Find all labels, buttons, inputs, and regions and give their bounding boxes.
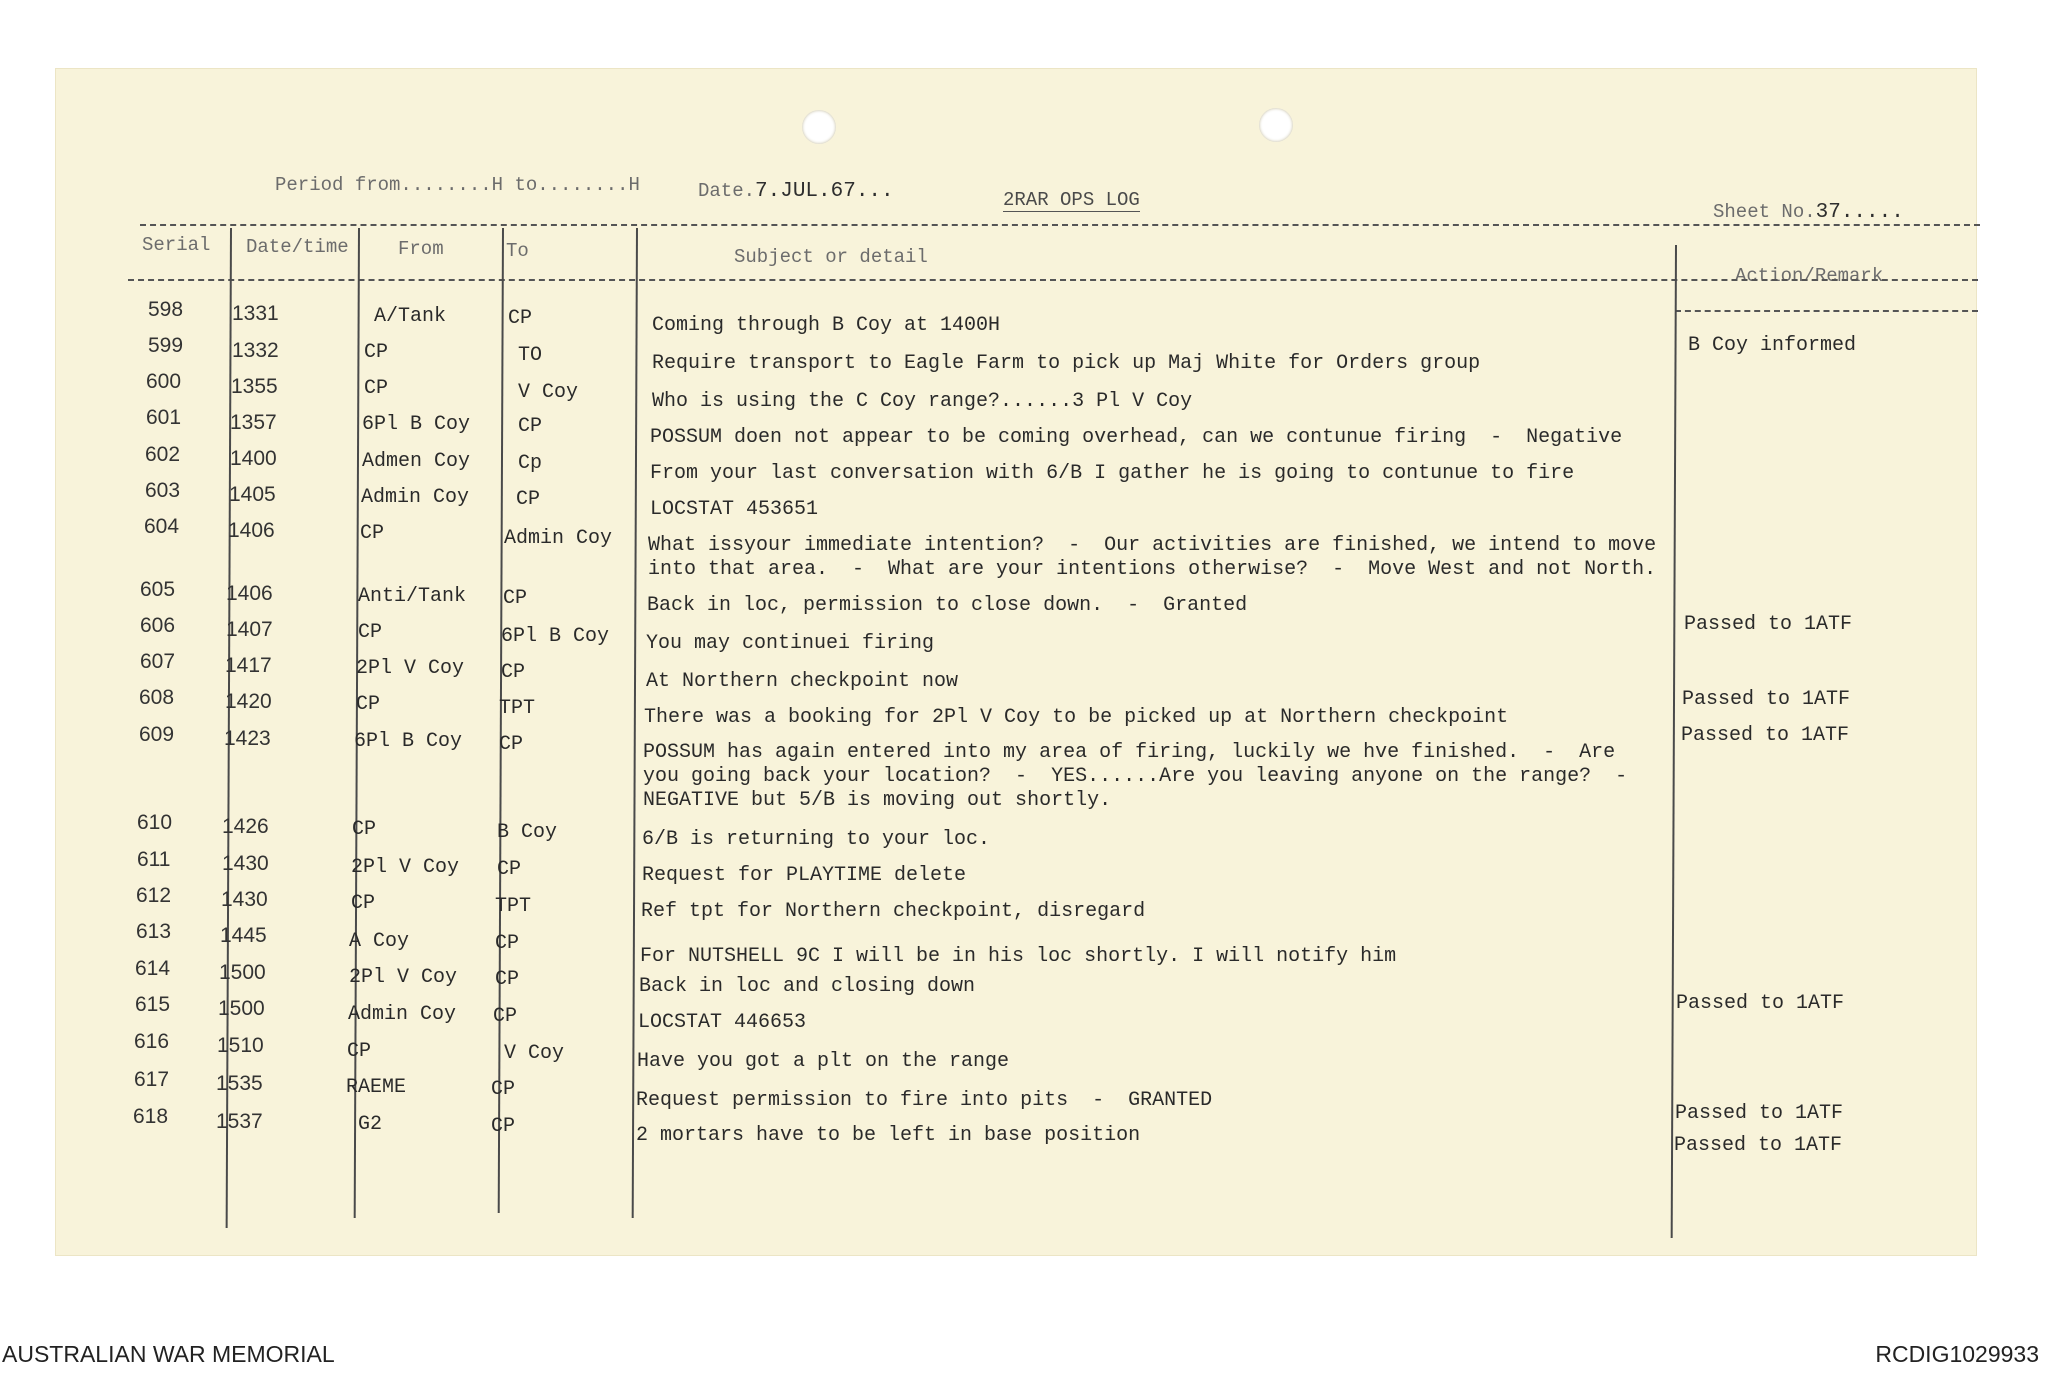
sheet-label: Sheet No. xyxy=(1713,201,1816,223)
row-to: B Coy xyxy=(497,821,558,844)
row-time: 1430 xyxy=(222,852,269,875)
row-to: CP xyxy=(503,587,528,610)
row-subject: Back in loc, permission to close down. - Granted xyxy=(647,594,1248,617)
row-time: 1537 xyxy=(216,1110,263,1133)
punch-hole-right xyxy=(1259,108,1293,142)
row-to: CP xyxy=(501,661,526,684)
row-from: 6Pl B Coy xyxy=(362,413,471,436)
row-to: TO xyxy=(518,344,543,367)
row-from: A/Tank xyxy=(374,305,447,328)
row-serial: 603 xyxy=(145,479,181,502)
row-time: 1430 xyxy=(221,888,268,911)
row-from: 2Pl V Coy xyxy=(356,657,465,680)
row-time: 1355 xyxy=(231,375,278,398)
row-time: 1407 xyxy=(226,618,273,641)
row-remark: Passed to 1ATF xyxy=(1681,724,1850,747)
row-from: CP xyxy=(360,522,385,545)
col-header-datetime: Date/time xyxy=(246,236,349,258)
row-serial: 606 xyxy=(140,614,176,637)
row-from: G2 xyxy=(358,1113,383,1136)
row-serial: 610 xyxy=(137,811,173,834)
row-time: 1423 xyxy=(224,727,271,750)
date-value: 7.JUL.67... xyxy=(755,180,894,203)
row-subject: There was a booking for 2Pl V Coy to be picked up at Northern checkpoint xyxy=(644,706,1509,729)
row-time: 1510 xyxy=(217,1034,264,1057)
row-serial: 599 xyxy=(148,334,184,357)
row-time: 1445 xyxy=(220,924,267,947)
col-header-remark: Action/Remark xyxy=(1735,265,1884,287)
row-serial: 615 xyxy=(135,993,171,1016)
row-to: TPT xyxy=(495,895,532,918)
header-top-rule xyxy=(140,224,1980,226)
row-to: CP xyxy=(495,968,520,991)
row-serial: 613 xyxy=(136,920,172,943)
footer-credit: AUSTRALIAN WAR MEMORIAL xyxy=(2,1341,335,1367)
row-serial: 608 xyxy=(139,686,175,709)
row-subject: Coming through B Coy at 1400H xyxy=(652,314,1001,337)
row-serial: 600 xyxy=(146,370,182,393)
row-subject: Request permission to fire into pits - GRANTED xyxy=(636,1089,1213,1112)
row-subject: At Northern checkpoint now xyxy=(646,670,959,693)
row-time: 1357 xyxy=(230,411,277,434)
row-serial: 601 xyxy=(146,406,182,429)
row-from: 2Pl V Coy xyxy=(349,966,458,989)
row-time: 1406 xyxy=(228,519,275,542)
col-header-from: From xyxy=(398,238,444,260)
row-to: CP xyxy=(518,415,543,438)
row-time: 1331 xyxy=(232,302,279,325)
row-serial: 611 xyxy=(137,848,171,871)
row-to: V Coy xyxy=(518,381,579,404)
row-to: CP xyxy=(495,932,520,955)
row-from: CP xyxy=(347,1040,372,1063)
row-time: 1400 xyxy=(230,447,277,470)
row-remark: Passed to 1ATF xyxy=(1676,992,1845,1015)
sheet-number xyxy=(1713,201,1904,224)
row-to: CP xyxy=(491,1115,516,1138)
row-from: A Coy xyxy=(349,930,410,953)
row-from: Admin Coy xyxy=(348,1003,457,1026)
row-subject: Require transport to Eagle Farm to pick up Maj White for Orders group xyxy=(652,352,1481,375)
row-time: 1500 xyxy=(219,961,266,984)
row-serial: 607 xyxy=(140,650,176,673)
remark-header-rule xyxy=(1675,310,1978,312)
period-field: Period from........H to........H xyxy=(275,174,640,196)
row-subject: LOCSTAT 453651 xyxy=(650,498,819,521)
row-to: TPT xyxy=(499,697,536,720)
row-from: 2Pl V Coy xyxy=(351,856,460,879)
row-serial: 616 xyxy=(134,1030,170,1053)
row-time: 1426 xyxy=(222,815,269,838)
row-subject: Who is using the C Coy range?......3 Pl V Coy xyxy=(652,390,1193,413)
row-from: Admin Coy xyxy=(361,486,470,509)
row-serial: 609 xyxy=(139,723,175,746)
row-remark: Passed to 1ATF xyxy=(1684,613,1853,636)
row-subject: You may continuei firing xyxy=(646,632,935,655)
extra-remark: Passed to 1ATF xyxy=(1674,1134,1843,1157)
col-header-serial: Serial xyxy=(142,234,211,256)
row-serial: 618 xyxy=(133,1105,169,1128)
row-to: CP xyxy=(497,858,522,881)
row-from: CP xyxy=(356,693,381,716)
row-subject: From your last conversation with 6/B I gather he is going to contunue to fire xyxy=(650,462,1575,485)
row-time: 1500 xyxy=(218,997,265,1020)
row-subject: Request for PLAYTIME delete xyxy=(642,864,967,887)
row-remark: B Coy informed xyxy=(1688,334,1857,357)
date-label-text: Date. xyxy=(698,180,756,202)
punch-hole-left xyxy=(802,110,836,144)
row-to: V Coy xyxy=(504,1042,565,1065)
row-from: RAEME xyxy=(346,1076,407,1099)
footer-record-id: RCDIG1029933 xyxy=(1875,1341,2039,1367)
row-subject: 6/B is returning to your loc. xyxy=(642,828,991,851)
col-header-subject: Subject or detail xyxy=(734,246,928,268)
row-time: 1405 xyxy=(229,483,276,506)
row-from: 6Pl B Coy xyxy=(354,730,463,753)
row-subject: What issyour immediate intention? - Our activities are finished, we intend to move into that area. - What are your intentions otherwise? - Move West and not North. xyxy=(648,534,1657,581)
row-serial: 614 xyxy=(135,957,171,980)
row-subject: Have you got a plt on the range xyxy=(637,1050,1010,1073)
row-to: Admin Coy xyxy=(504,527,613,550)
col-header-to: To xyxy=(506,240,529,262)
row-time: 1535 xyxy=(216,1072,263,1095)
row-serial: 605 xyxy=(140,578,176,601)
row-subject: For NUTSHELL 9C I will be in his loc shortly. I will notify him xyxy=(640,945,1397,968)
row-remark: Passed to 1ATF xyxy=(1682,688,1851,711)
row-time: 1406 xyxy=(226,582,273,605)
row-to: CP xyxy=(491,1078,516,1101)
row-subject: LOCSTAT 446653 xyxy=(638,1011,807,1034)
log-title: 2RAR OPS LOG xyxy=(1003,189,1140,211)
row-subject: 2 mortars have to be left in base position xyxy=(636,1124,1141,1147)
row-from: CP xyxy=(364,341,389,364)
row-serial: 617 xyxy=(134,1068,170,1091)
row-from: CP xyxy=(358,621,383,644)
row-subject: POSSUM has again entered into my area of firing, luckily we hve finished. - Are you going back your location? - YES......Are you leaving anyone on the range? - NEGATIVE but 5/B is moving out shortly. xyxy=(643,741,1628,812)
row-remark: Passed to 1ATF xyxy=(1675,1102,1844,1125)
row-serial: 604 xyxy=(144,515,180,538)
date-label xyxy=(698,180,894,203)
row-time: 1420 xyxy=(225,690,272,713)
row-to: CP xyxy=(516,488,541,511)
row-from: Anti/Tank xyxy=(358,585,467,608)
row-to: CP xyxy=(493,1005,518,1028)
row-subject: Ref tpt for Northern checkpoint, disregard xyxy=(641,900,1146,923)
row-from: CP xyxy=(351,892,376,915)
header-bottom-rule xyxy=(128,279,1978,281)
row-to: 6Pl B Coy xyxy=(501,625,610,648)
row-to: CP xyxy=(499,733,524,756)
row-serial: 598 xyxy=(148,298,184,321)
row-to: Cp xyxy=(518,452,543,475)
row-from: CP xyxy=(364,377,389,400)
row-from: CP xyxy=(352,818,377,841)
sheet-value: 37..... xyxy=(1815,201,1904,224)
row-subject: POSSUM doen not appear to be coming overhead, can we contunue firing - Negative xyxy=(650,426,1623,449)
row-time: 1332 xyxy=(232,339,279,362)
row-to: CP xyxy=(508,307,533,330)
row-serial: 602 xyxy=(145,443,181,466)
row-serial: 612 xyxy=(136,884,172,907)
row-subject: Back in loc and closing down xyxy=(639,975,976,998)
row-from: Admen Coy xyxy=(362,450,471,473)
row-time: 1417 xyxy=(225,654,272,677)
